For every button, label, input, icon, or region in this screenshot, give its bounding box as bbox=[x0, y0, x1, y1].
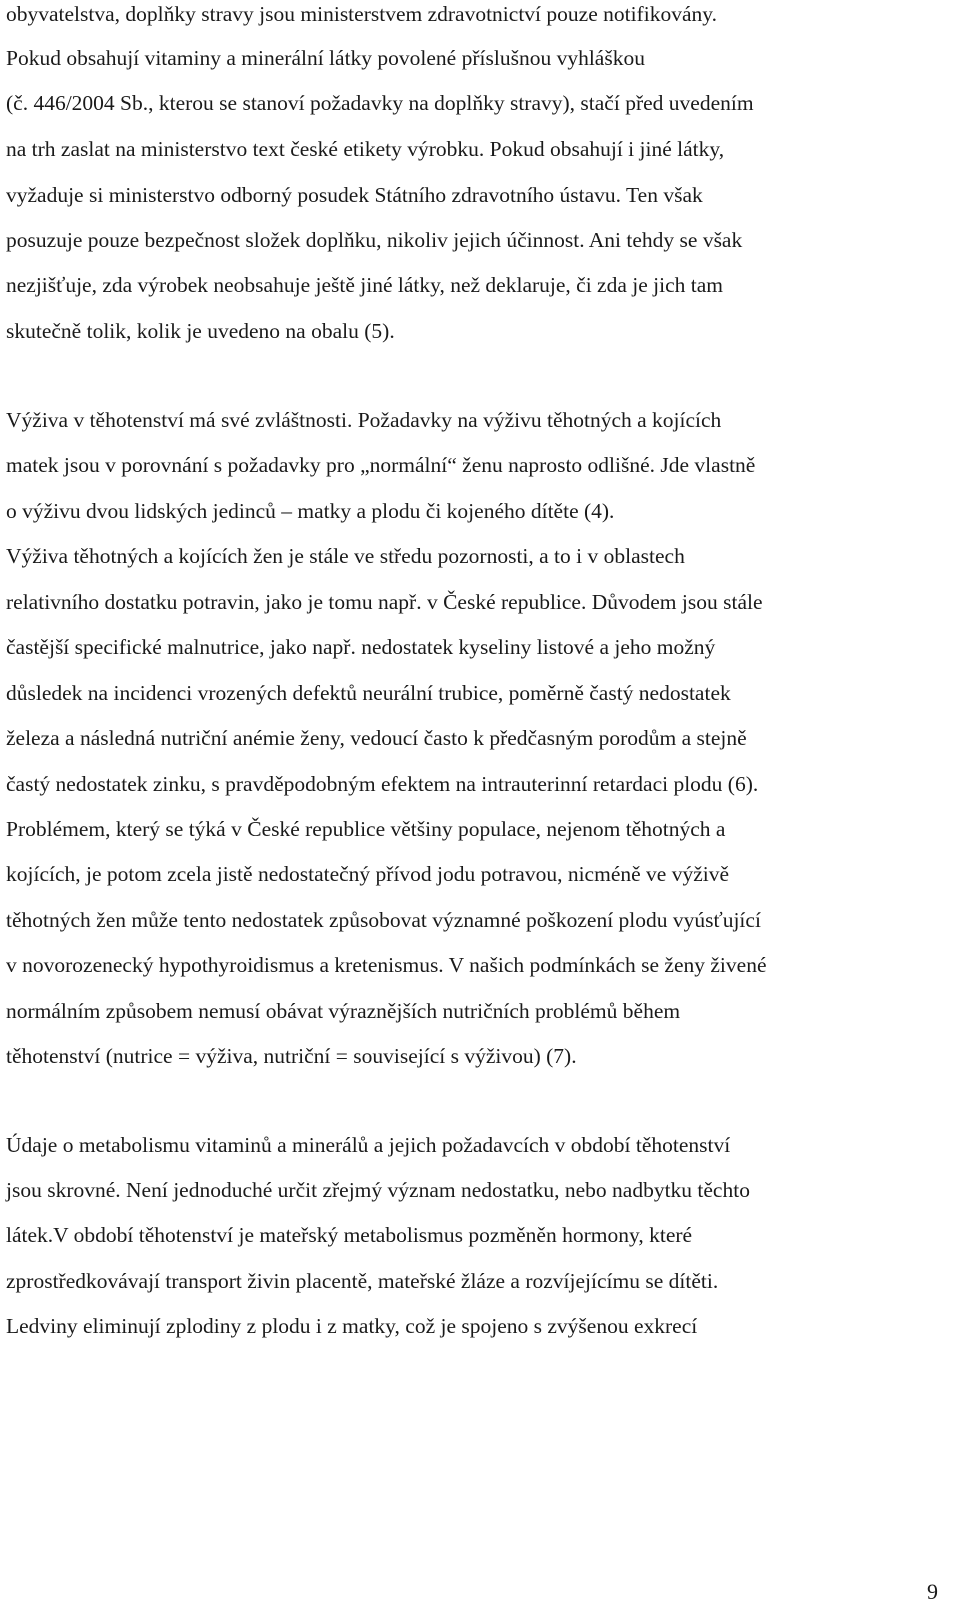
text-line: Ledviny eliminují zplodiny z plodu i z matky, což je spojeno s zvýšenou exkrecí bbox=[6, 1314, 698, 1338]
text-line: Údaje o metabolismu vitaminů a minerálů a jejich požadavcích v období těhotenství bbox=[6, 1133, 731, 1157]
text-line: obyvatelstva, doplňky stravy jsou ministerstvem zdravotnictví pouze notifikovány. bbox=[6, 2, 717, 26]
text-line: posuzuje pouze bezpečnost složek doplňku, nikoliv jejich účinnost. Ani tehdy se však bbox=[6, 228, 743, 252]
text-line: Výživa v těhotenství má své zvláštnosti. Požadavky na výživu těhotných a kojících bbox=[6, 408, 722, 432]
text-line: na trh zaslat na ministerstvo text české etikety výrobku. Pokud obsahují i jiné látky, bbox=[6, 137, 725, 161]
text-line: o výživu dvou lidských jedinců – matky a plodu či kojeného dítěte (4). bbox=[6, 499, 615, 523]
text-line: vyžaduje si ministerstvo odborný posudek Státního zdravotního ústavu. Ten však bbox=[6, 183, 703, 207]
text-line: (č. 446/2004 Sb., kterou se stanoví požadavky na doplňky stravy), stačí před uvedením bbox=[6, 91, 754, 115]
text-line: Problémem, který se týká v České republice většiny populace, nejenom těhotných a bbox=[6, 817, 726, 841]
text-line: železa a následná nutriční anémie ženy, vedoucí často k předčasným porodům a stejně bbox=[6, 726, 747, 750]
text-line: skutečně tolik, kolik je uvedeno na obalu (5). bbox=[6, 319, 395, 343]
text-line: jsou skrovné. Není jednoduché určit zřejmý význam nedostatku, nebo nadbytku těchto bbox=[6, 1178, 750, 1202]
text-line: relativního dostatku potravin, jako je tomu např. v České republice. Důvodem jsou stále bbox=[6, 590, 763, 614]
text-line: látek.V období těhotenství je mateřský metabolismus pozměněn hormony, které bbox=[6, 1223, 693, 1247]
text-line: zprostředkovávají transport živin placentě, mateřské žláze a rozvíjejícímu se dítěti. bbox=[6, 1269, 719, 1293]
text-line: těhotných žen může tento nedostatek způsobovat významné poškození plodu vyúsťující bbox=[6, 908, 761, 932]
text-line: v novorozenecký hypothyroidismus a kretenismus. V našich podmínkách se ženy živené bbox=[6, 953, 767, 977]
text-line: častější specifické malnutrice, jako např. nedostatek kyseliny listové a jeho možný bbox=[6, 635, 716, 659]
text-line: kojících, je potom zcela jistě nedostatečný přívod jodu potravou, nicméně ve výživě bbox=[6, 862, 730, 886]
text-line: nezjišťuje, zda výrobek neobsahuje ještě jiné látky, než deklaruje, či zda je jich tam bbox=[6, 273, 724, 297]
text-line: důsledek na incidenci vrozených defektů neurální trubice, poměrně častý nedostatek bbox=[6, 681, 731, 705]
text-line: matek jsou v porovnání s požadavky pro „normální“ ženu naprosto odlišné. Jde vlastně bbox=[6, 453, 756, 477]
text-line: těhotenství (nutrice = výživa, nutriční = související s výživou) (7). bbox=[6, 1044, 577, 1068]
text-line: normálním způsobem nemusí obávat výraznějších nutričních problémů během bbox=[6, 999, 681, 1023]
text-line: Výživa těhotných a kojících žen je stále ve středu pozornosti, a to i v oblastech bbox=[6, 544, 685, 568]
text-line: Pokud obsahují vitaminy a minerální látky povolené příslušnou vyhláškou bbox=[6, 46, 645, 70]
page-number: 9 bbox=[927, 1579, 938, 1604]
text-line: častý nedostatek zinku, s pravděpodobným efektem na intrauterinní retardaci plodu (6). bbox=[6, 772, 759, 796]
